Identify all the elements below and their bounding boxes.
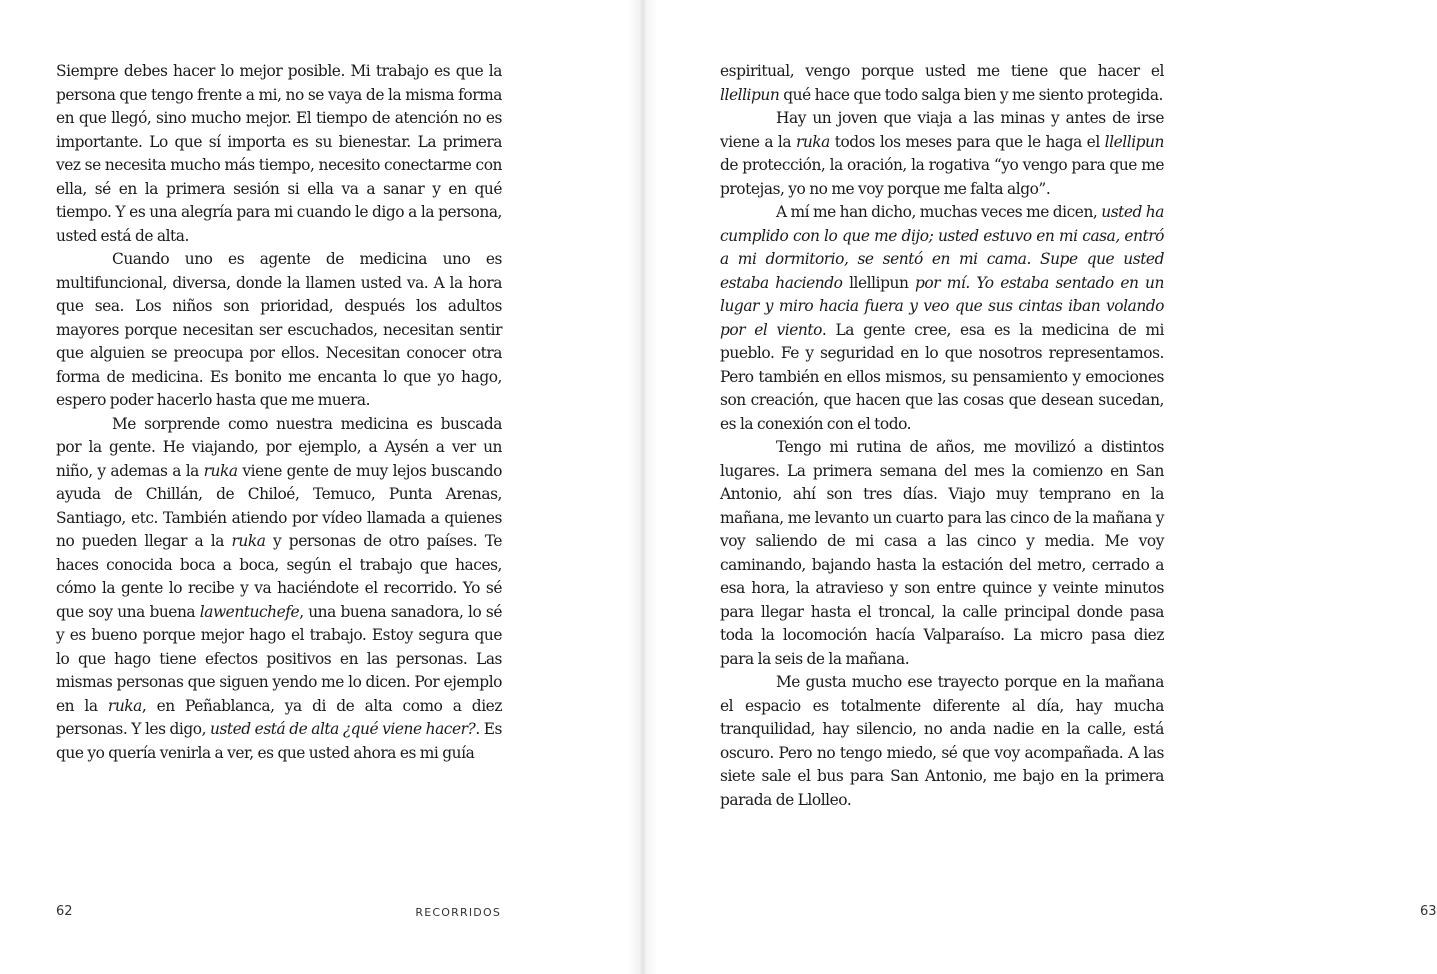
text-run: de protección, la oración, la rogativa “yo vengo para que me protejas, yo no me voy porque me falta algo”. <box>720 156 1164 198</box>
italic-text-run: llellipun <box>1104 132 1164 151</box>
italic-text-run: lawentuchefe <box>199 602 300 621</box>
paragraph <box>720 436 1164 671</box>
text-run: viene gente de muy lejos buscando ayuda de Chillán, de Chiloé, Temuco, Punta Arenas, Santiago, etc. También atiendo por vídeo llamada a quienes no pueden llegar a la <box>56 461 503 550</box>
paragraph <box>720 60 1164 107</box>
left-page-number: 62 <box>56 904 73 919</box>
book-gutter-shadow <box>628 0 658 974</box>
italic-text-run: ruka <box>231 532 266 550</box>
text-run: espiritual, vengo porque usted me tiene que hacer el <box>720 62 1164 80</box>
text-run: Siempre debes hacer lo mejor posible. Mi trabajo es que la persona que tengo frente a mi, no se vaya de la misma forma en que llegó, sino mucho mejor. El tiempo de atención no es importante. Lo que sí importa es su bienestar. La primera vez se necesita mucho más tiempo, necesito conectarme con ella, sé en la primera sesión si ella va a sanar y en qué tiempo. Y es una alegría para mi cuando le digo a la persona, usted está de alta. <box>56 62 502 245</box>
text-run: . La gente cree, esa es la medicina de mi pueblo. Fe y seguridad en lo que nosotros representamos. Pero también en ellos mismos, su pensamiento y emociones son creación, que hacen que las cosas que desean sucedan, es la conexión con el todo. <box>720 320 1164 433</box>
italic-text-run: ruka <box>107 696 142 715</box>
text-run: llellipun <box>849 273 909 292</box>
right-page-number: 63 <box>1420 904 1437 919</box>
left-page-body-text <box>56 60 502 765</box>
italic-text-run: llellipun <box>720 85 780 104</box>
paragraph <box>720 201 1164 436</box>
text-run: Me gusta mucho ese trayecto porque en la mañana el espacio es totalmente diferente al día, hay mucha tranquilidad, hay silencio, no anda nadie en la calle, está oscuro. Pero no tengo miedo, sé que voy acompañada. A las siete sale el bus para San Antonio, me bajo en la primera parada de Llolleo. <box>720 673 1164 809</box>
text-run: . Es que yo quería venirla a ver, es que usted ahora es mi guía <box>56 720 502 762</box>
paragraph <box>56 413 502 766</box>
italic-text-run: por mí. Yo estaba sentado en un lugar y miro hacia fuera y veo que sus cintas iban volando por el viento <box>720 273 1164 339</box>
italic-text-run: usted ha cumplido con lo que me dijo; usted estuvo en mi casa, entró a mi dormitorio, se sentó en mi cama. Supe que usted estaba haciendo <box>720 203 1164 292</box>
paragraph <box>720 671 1164 812</box>
text-run: todos los meses para que le haga el <box>829 132 1105 151</box>
text-run: Me sorprende como nuestra medicina es buscada por la gente. He viajando, por ejemplo, a Aysén a ver un niño, y ademas a la <box>56 414 502 480</box>
right-page-body-text <box>720 60 1164 812</box>
paragraph <box>56 60 502 248</box>
left-page <box>0 0 640 974</box>
text-run: , en Peñablanca, ya di de alta como a diez personas. Y les digo, <box>56 696 503 738</box>
text-run: Cuando uno es agente de medicina uno es multifuncional, diversa, donde la llamen usted va. A la hora que sea. Los niños son prioridad, después los adultos mayores porque necesitan ser escuchados, necesitan sentir que alguien se preocupa por ellos. Necesitan conocer otra forma de medicina. Es bonito me encanta lo que yo hago, espero poder hacerlo hasta que me muera. <box>56 250 502 409</box>
text-run: , una buena sanadora, lo sé y es bueno porque mejor hago el trabajo. Estoy segura que lo que hago tiene efectos positivos en las personas. Las mismas personas que siguen yendo me lo dicen. Por ejemplo en la <box>56 602 502 715</box>
paragraph <box>720 107 1164 201</box>
text-run: y personas de otro países. Te haces conocida boca a boca, según el trabajo que haces, cómo la gente lo recibe y va haciéndote el recorrido. Yo sé que soy una buena <box>56 532 502 621</box>
text-run: Tengo mi rutina de años, me movilizó a distintos lugares. La primera semana del mes la comienzo en San Antonio, ahí son tres días. Viajo muy temprano en la mañana, me levanto un cuarto para las cinco de la mañana y voy saliendo de mi casa a las cinco y media. Me voy caminando, bajando hasta la estación del metro, cerrado a esa hora, la atravieso y son entre quince y veinte minutos para llegar hasta el troncal, la calle principal donde pasa toda la locomoción hacía Valparaíso. La micro pasa diez para la seis de la mañana. <box>720 438 1164 668</box>
text-run: qué hace que todo salga bien y me siento protegida. <box>779 85 1163 104</box>
text-run: A mí me han dicho, muchas veces me dicen, <box>776 203 1102 221</box>
italic-text-run: usted está de alta ¿qué viene hacer? <box>210 720 476 738</box>
right-page <box>640 0 1437 974</box>
running-head: RECORRIDOS <box>415 906 501 919</box>
text-run: Hay un joven que viaja a las minas y antes de irse viene a la <box>720 109 1164 151</box>
italic-text-run: ruka <box>795 132 830 151</box>
italic-text-run: ruka <box>203 461 238 480</box>
paragraph <box>56 248 502 413</box>
